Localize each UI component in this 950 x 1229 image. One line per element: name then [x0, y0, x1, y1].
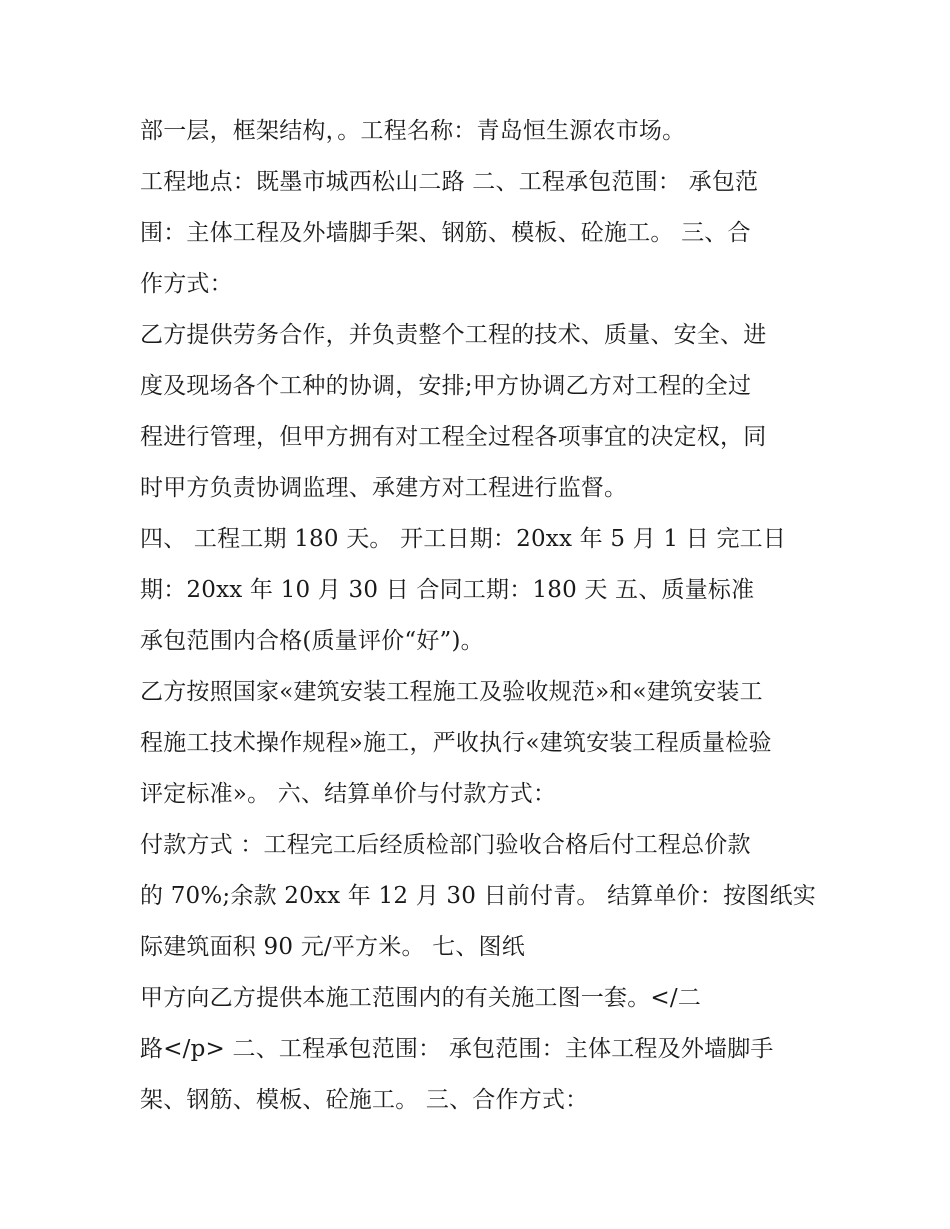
text-line: 路</p> 二、工程承包范围： 承包范围：主体工程及外墙脚手 [140, 1036, 774, 1062]
text-line: 部一层，框架结构，。工程名称：青岛恒生源农市场。 [140, 118, 686, 144]
text-line: 际建筑面积 90 元/平方米。 七、图纸 [140, 934, 525, 960]
document-body [140, 106, 820, 1126]
text-line: 围：主体工程及外墙脚手架、钢筋、模板、砼施工。 三、合 [140, 220, 751, 246]
text-line: 付款方式 ：工程完工后经质检部门验收合格后付工程总价款 [140, 832, 751, 858]
text-line: 的 70%;余款 20xx 年 12 月 30 日前付青。 结算单价：按图纸实 [140, 883, 816, 909]
text-line: 期：20xx 年 10 月 30 日 合同工期：180 天 五、质量标准 [140, 577, 755, 603]
text-line: 程施工技术操作规程»施工，严收执行«建筑安装工程质量检验 [140, 730, 772, 756]
text-line: 度及现场各个工种的协调，安排;甲方协调乙方对工程的全过 [140, 373, 752, 399]
text-line: 甲方向乙方提供本施工范围内的有关施工图一套。</二 [140, 985, 702, 1011]
text-line: 乙方提供劳务合作，并负责整个工程的技术、质量、安全、进 [140, 322, 767, 348]
text-line: 架、钢筋、模板、砼施工。 三、合作方式： [140, 1087, 589, 1113]
text-line: 作方式： [140, 271, 233, 297]
text-line: 承包范围内合格(质量评价“好”)。 [140, 628, 484, 654]
text-line: 评定标准»。 六、结算单价与付款方式： [140, 781, 557, 807]
text-line: 时甲方负责协调监理、承建方对工程进行监督。 [140, 475, 628, 501]
text-line: 程进行管理，但甲方拥有对工程全过程各项事宜的决定权，同 [140, 424, 767, 450]
text-line: 乙方按照国家«建筑安装工程施工及验收规范»和«建筑安装工 [140, 679, 763, 705]
text-line: 四、 工程工期 180 天。 开工日期：20xx 年 5 月 1 日 完工日 [140, 526, 787, 552]
text-line: 工程地点：既墨市城西松山二路 二、工程承包范围： 承包范 [140, 169, 759, 195]
